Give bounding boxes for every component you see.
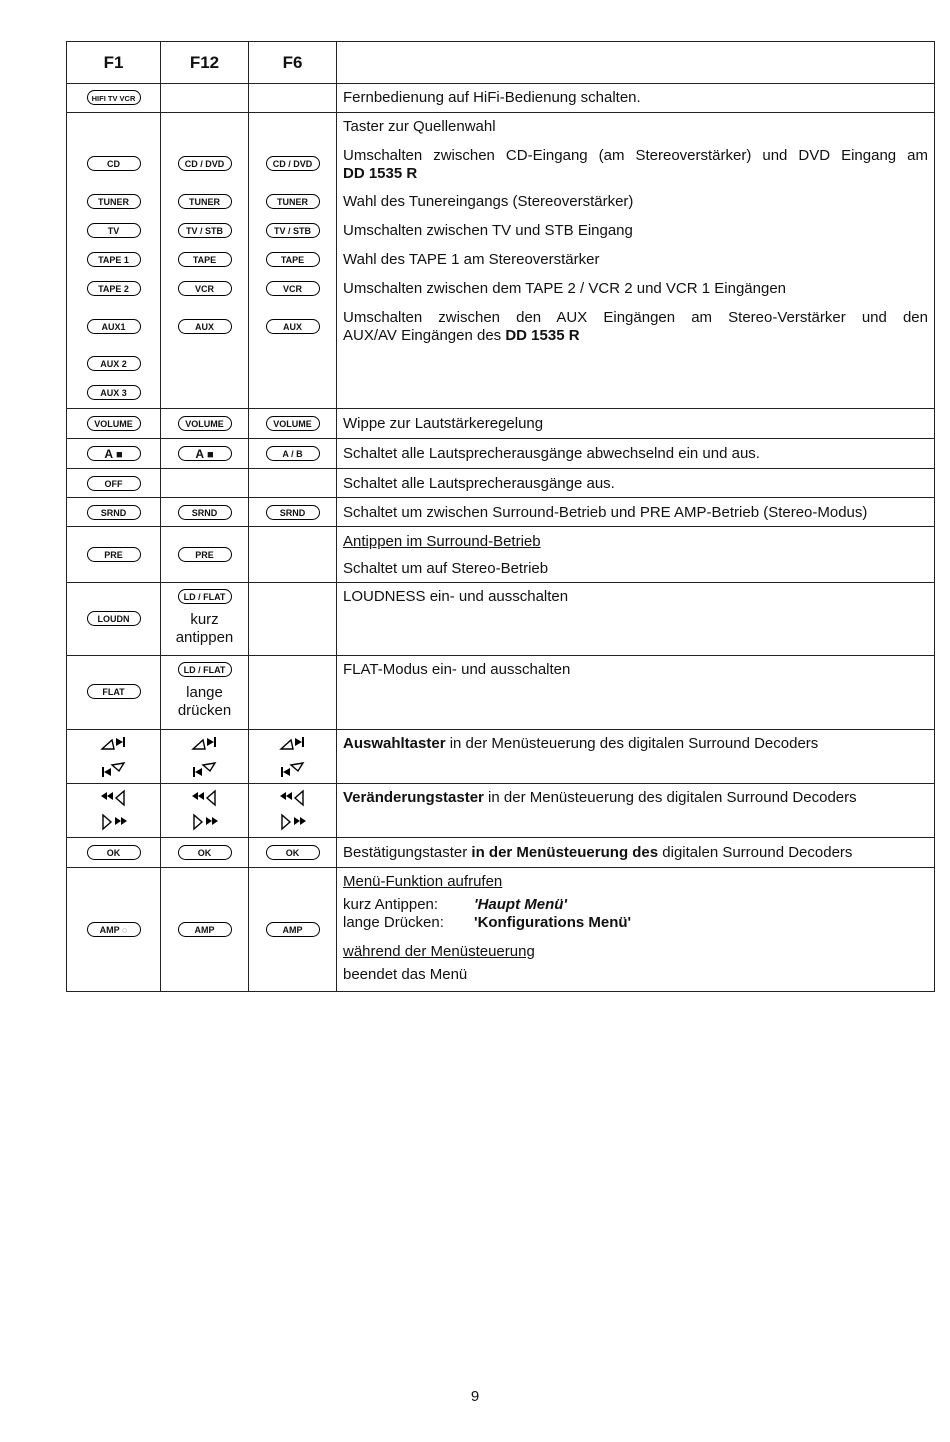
change-left-right-icon [161,784,248,833]
flat-key: FLAT [87,684,141,699]
long-press-line: lange Drücken: 'Konfigurations Menü' [343,914,632,931]
tuner-key: TUNER [178,194,232,209]
tv-key: TV [87,223,141,238]
speaker-icon: ■ [115,449,123,461]
table-row [67,838,935,868]
flat-description: FLAT-Modus ein- und ausschalten [343,661,571,678]
header-description [337,42,935,84]
menu-call-heading: Menü-Funktion aufrufen [343,873,503,890]
table-row [67,84,935,113]
tape-key: TAPE [266,252,320,267]
pre-description: Schaltet um auf Stereo-Betrieb [343,560,549,577]
volume-key: VOLUME [87,416,141,431]
cd-dvd-key: CD / DVD [266,156,320,171]
srnd-description: Schaltet um zwischen Surround-Betrieb und PRE AMP-Betrieb (Stereo-Modus) [343,504,868,521]
off-description: Schaltet alle Lautsprecherausgänge aus. [343,475,615,492]
table-row [67,583,935,656]
table-row-source-selection [67,113,935,409]
end-menu-description: beendet das Menü [343,966,468,983]
table-row [67,868,935,992]
tape1-description: Wahl des TAPE 1 am Stereoverstärker [343,251,600,268]
header-f6: F6 [249,42,337,84]
cd-dvd-key: CD / DVD [178,156,232,171]
flat-caption-line1: lange [186,684,223,701]
pre-key: PRE [87,547,141,562]
header-f1: F1 [67,42,161,84]
tape2-description: Umschalten zwischen dem TAPE 2 / VCR 2 und VCR 1 Eingängen [343,280,786,297]
ld-flat-key: LD / FLAT [178,662,232,677]
aux-key: AUX [178,319,232,334]
tape-key: TAPE [178,252,232,267]
amp-key: AMP [266,922,320,937]
ok-description: Bestätigungstaster in der Menüsteuerung des digitalen Surround Decoders [343,844,853,861]
table-row [67,656,935,730]
table-row [67,409,935,439]
source-intro: Taster zur Quellenwahl [343,118,496,135]
speaker-a-key: A ■ [178,446,232,461]
ok-key: OK [178,845,232,860]
aux-description-line2: AUX/AV Eingängen des DD 1535 R [343,327,580,344]
srnd-key: SRND [87,505,141,520]
tuner-key: TUNER [266,194,320,209]
aux3-key: AUX 3 [87,385,141,400]
vcr-key: VCR [266,281,320,296]
loudn-caption-line1: kurz [190,611,219,628]
aux-key: AUX [266,319,320,334]
during-menu-heading: während der Menüsteuerung [343,943,535,960]
amp-key: AMP ◌ [87,922,141,937]
change-description: Veränderungstaster in der Menüsteuerung des digitalen Surround Decoders [343,789,857,806]
aux1-key: AUX1 [87,319,141,334]
select-description: Auswahltaster in der Menüsteuerung des digitalen Surround Decoders [343,735,819,752]
off-key: OFF [87,476,141,491]
speaker-icon: ■ [206,449,214,461]
page-number: 9 [470,1388,480,1405]
tuner-key: TUNER [87,194,141,209]
cd-key: CD [87,156,141,171]
table-row [67,784,935,838]
hifi-description: Fernbedienung auf HiFi-Bedienung schalten. [343,89,641,106]
tv-description: Umschalten zwischen TV und STB Eingang [343,222,633,239]
cd-description-line1: Umschalten zwischen CD-Eingang (am Stereoverstärker) und DVD Eingang am [343,147,928,164]
speaker-ab-key: A / B [266,446,320,461]
speaker-ab-description: Schaltet alle Lautsprecherausgänge abwechselnd ein und aus. [343,445,760,462]
table-row [67,498,935,527]
table-row [67,527,935,583]
remote-key-table [66,41,935,992]
table-row [67,469,935,498]
volume-key: VOLUME [178,416,232,431]
header-f12: F12 [161,42,249,84]
ok-key: OK [266,845,320,860]
srnd-key: SRND [178,505,232,520]
loudn-description: LOUDNESS ein- und ausschalten [343,588,569,605]
ok-key: OK [87,845,141,860]
tv-stb-key: TV / STB [266,223,320,238]
bulb-icon: ◌ [122,925,128,935]
tape2-key: TAPE 2 [87,281,141,296]
pre-key: PRE [178,547,232,562]
aux-description-line1: Umschalten zwischen den AUX Eingängen am Stereo-Verstärker und den [343,309,928,326]
pre-description-heading: Antippen im Surround-Betrieb [343,533,541,550]
volume-description: Wippe zur Lautstärkeregelung [343,415,544,432]
ld-flat-key: LD / FLAT [178,589,232,604]
change-left-right-icon [249,784,336,833]
table-row [67,730,935,784]
tv-stb-key: TV / STB [178,223,232,238]
cd-description-line2: DD 1535 R [343,165,418,182]
short-press-line: kurz Antippen: 'Haupt Menü' [343,896,567,913]
tape1-key: TAPE 1 [87,252,141,267]
tuner-description: Wahl des Tunereingangs (Stereoverstärker) [343,193,634,210]
hifi-tv-vcr-key: HIFI TV VCR [87,90,141,105]
table-header-row [67,42,935,84]
select-up-down-icon [67,730,160,779]
flat-caption-line2: drücken [177,702,232,719]
loudn-key: LOUDN [87,611,141,626]
change-left-right-icon [67,784,160,833]
select-up-down-icon [249,730,336,779]
select-up-down-icon [161,730,248,779]
speaker-a-key: A ■ [87,446,141,461]
aux2-key: AUX 2 [87,356,141,371]
table-row [67,439,935,469]
vcr-key: VCR [178,281,232,296]
srnd-key: SRND [266,505,320,520]
volume-key: VOLUME [266,416,320,431]
loudn-caption-line2: antippen [175,629,234,646]
amp-key: AMP [178,922,232,937]
